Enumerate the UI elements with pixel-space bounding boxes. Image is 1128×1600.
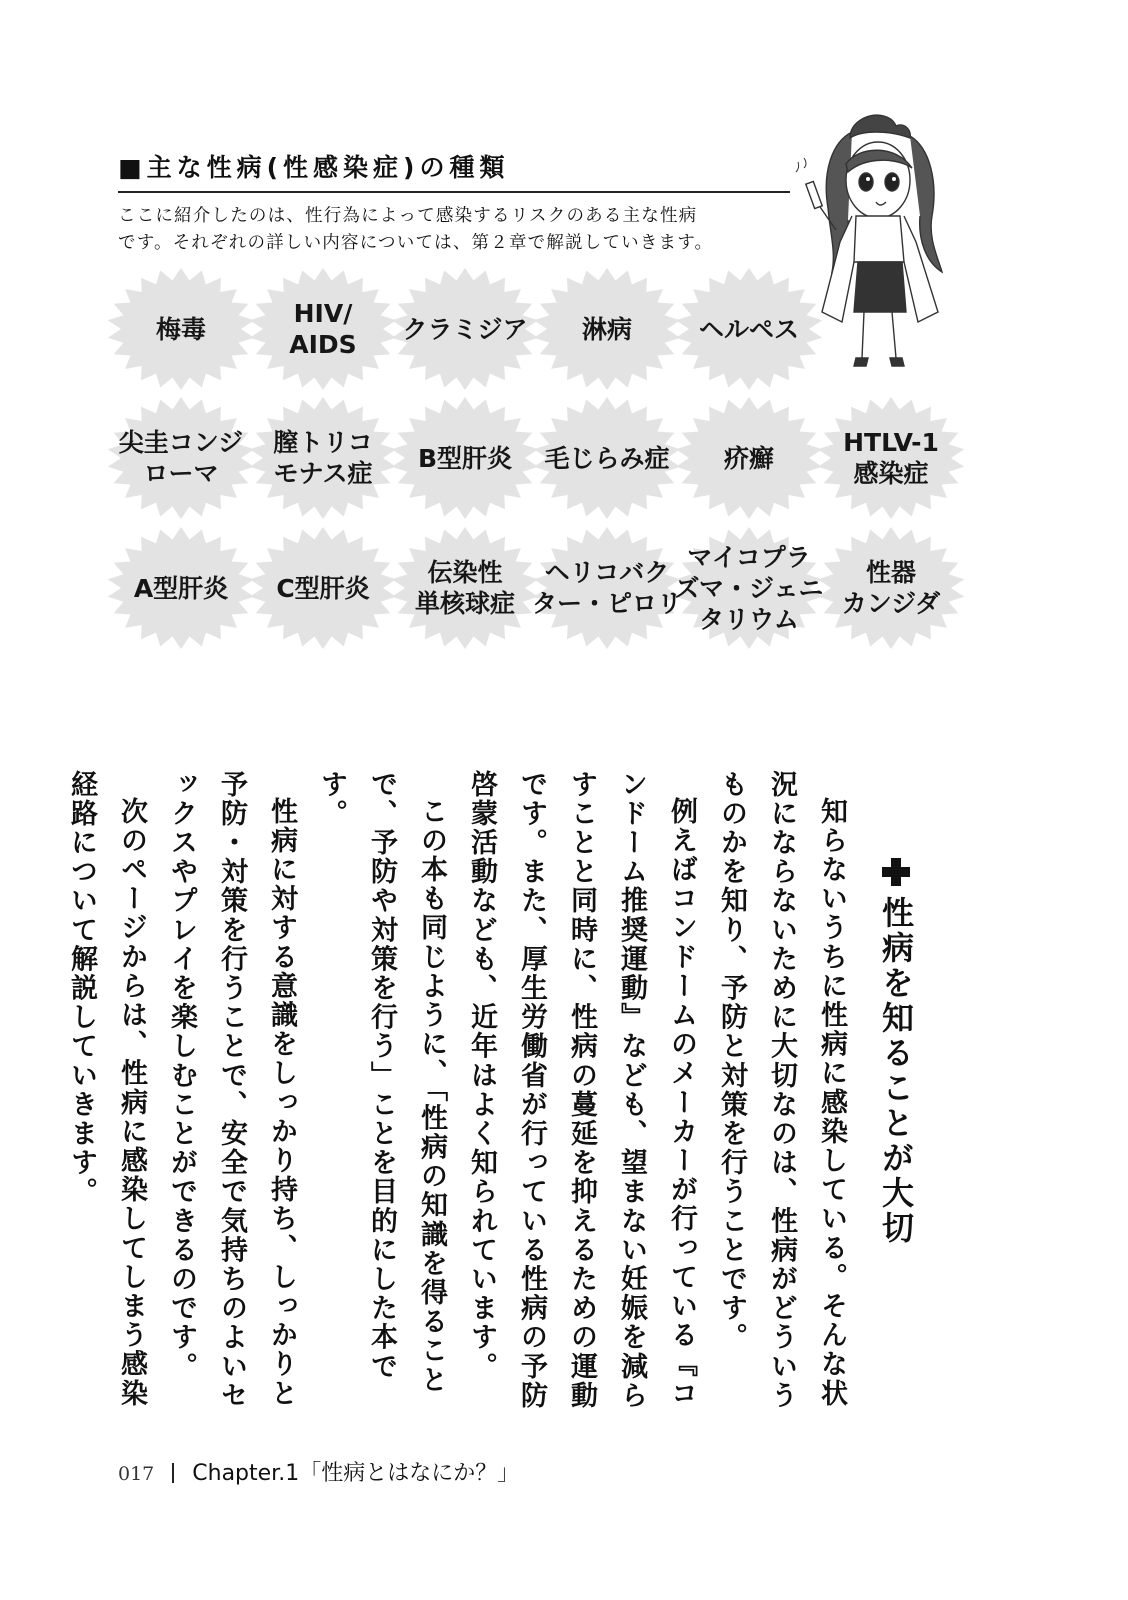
disease-badge — [107, 397, 255, 519]
article-paragraph: 性病に対する意識をしっかり持ち、しっかりと予防・対策を行うことで、安全で気持ちのよいセックスやプレイを楽しむことができるのです。 — [166, 770, 297, 1411]
disease-badge — [249, 527, 397, 649]
disease-badge — [533, 527, 681, 649]
chapter-title: Chapter.1「性病とはなにか？」 — [192, 1461, 520, 1486]
disease-label: 尖圭コンジ ローマ — [118, 428, 244, 488]
disease-badge — [107, 527, 255, 649]
disease-label: 伝染性 単核球症 — [414, 558, 515, 618]
page-footer — [118, 1456, 519, 1487]
disease-label: 疥癬 — [723, 443, 774, 473]
intro-line: です。それぞれの詳しい内容については、第２章で解説していきます。 — [118, 233, 714, 253]
article-paragraph: 知らないうちに性病に感染している。そんな状況にならないために大切なのは、性病がどういうものかを知り、予防と対策を行うことです。 — [716, 770, 847, 1411]
disease-label: マイコプラ ズマ・ジェニ タリウム — [674, 542, 824, 634]
disease-label: 毛じらみ症 — [544, 443, 670, 473]
disease-label: クラミジア — [402, 314, 528, 344]
disease-badge — [817, 397, 965, 519]
disease-badge — [817, 527, 965, 649]
section-heading: ■主な性病(性感染症)の種類 — [118, 153, 510, 182]
disease-badge — [249, 397, 397, 519]
disease-label: C型肝炎 — [276, 573, 370, 603]
disease-label: HIV/ AIDS — [289, 299, 357, 359]
article-body — [66, 770, 856, 1430]
disease-badge — [533, 268, 681, 390]
intro-text — [118, 203, 808, 257]
article-heading — [876, 860, 916, 1246]
disease-label: HTLV-1 感染症 — [843, 428, 939, 488]
disease-badge — [249, 268, 397, 390]
heading-divider — [118, 191, 790, 193]
disease-badge — [107, 268, 255, 390]
intro-line: ここに紹介したのは、性行為によって感染するリスクのある主な性病 — [118, 206, 698, 226]
article-paragraph: 次のページからは、性病に感染してしまう感染経路について解説していきます。 — [66, 770, 147, 1409]
disease-badge — [675, 397, 823, 519]
disease-label: 淋病 — [581, 314, 632, 344]
disease-label: 膣トリコ モナス症 — [273, 428, 373, 488]
page-number: 017 — [118, 1463, 155, 1485]
disease-label: 性器 カンジダ — [841, 558, 941, 618]
disease-label: ヘリコバク ター・ピロリ — [531, 558, 682, 618]
disease-badge — [533, 397, 681, 519]
disease-badge — [675, 527, 823, 649]
disease-label: 梅毒 — [155, 314, 206, 344]
footer-divider — [172, 1463, 174, 1483]
disease-badge — [391, 268, 539, 390]
disease-label: A型肝炎 — [133, 573, 229, 603]
article-paragraph: この本も同じように、「性病の知識を得ることで、予防や対策を行う」ことを目的にした本です。 — [316, 770, 447, 1395]
disease-badge — [391, 397, 539, 519]
article-heading-text: 性病を知ることが大切 — [877, 896, 915, 1246]
disease-label: B型肝炎 — [417, 443, 513, 473]
article-paragraph: 例えばコンドームのメーカーが行っている『コンドーム推奨運動』なども、望まない妊娠を減らすことと同時に、性病の蔓延を抑えるための運動です。また、厚生労働省が行っている性病の予防啓蒙活動なども、近年はよく知られています。 — [466, 770, 697, 1411]
disease-label: ヘルペス — [698, 314, 799, 344]
disease-badge — [391, 527, 539, 649]
disease-badge — [675, 268, 823, 390]
